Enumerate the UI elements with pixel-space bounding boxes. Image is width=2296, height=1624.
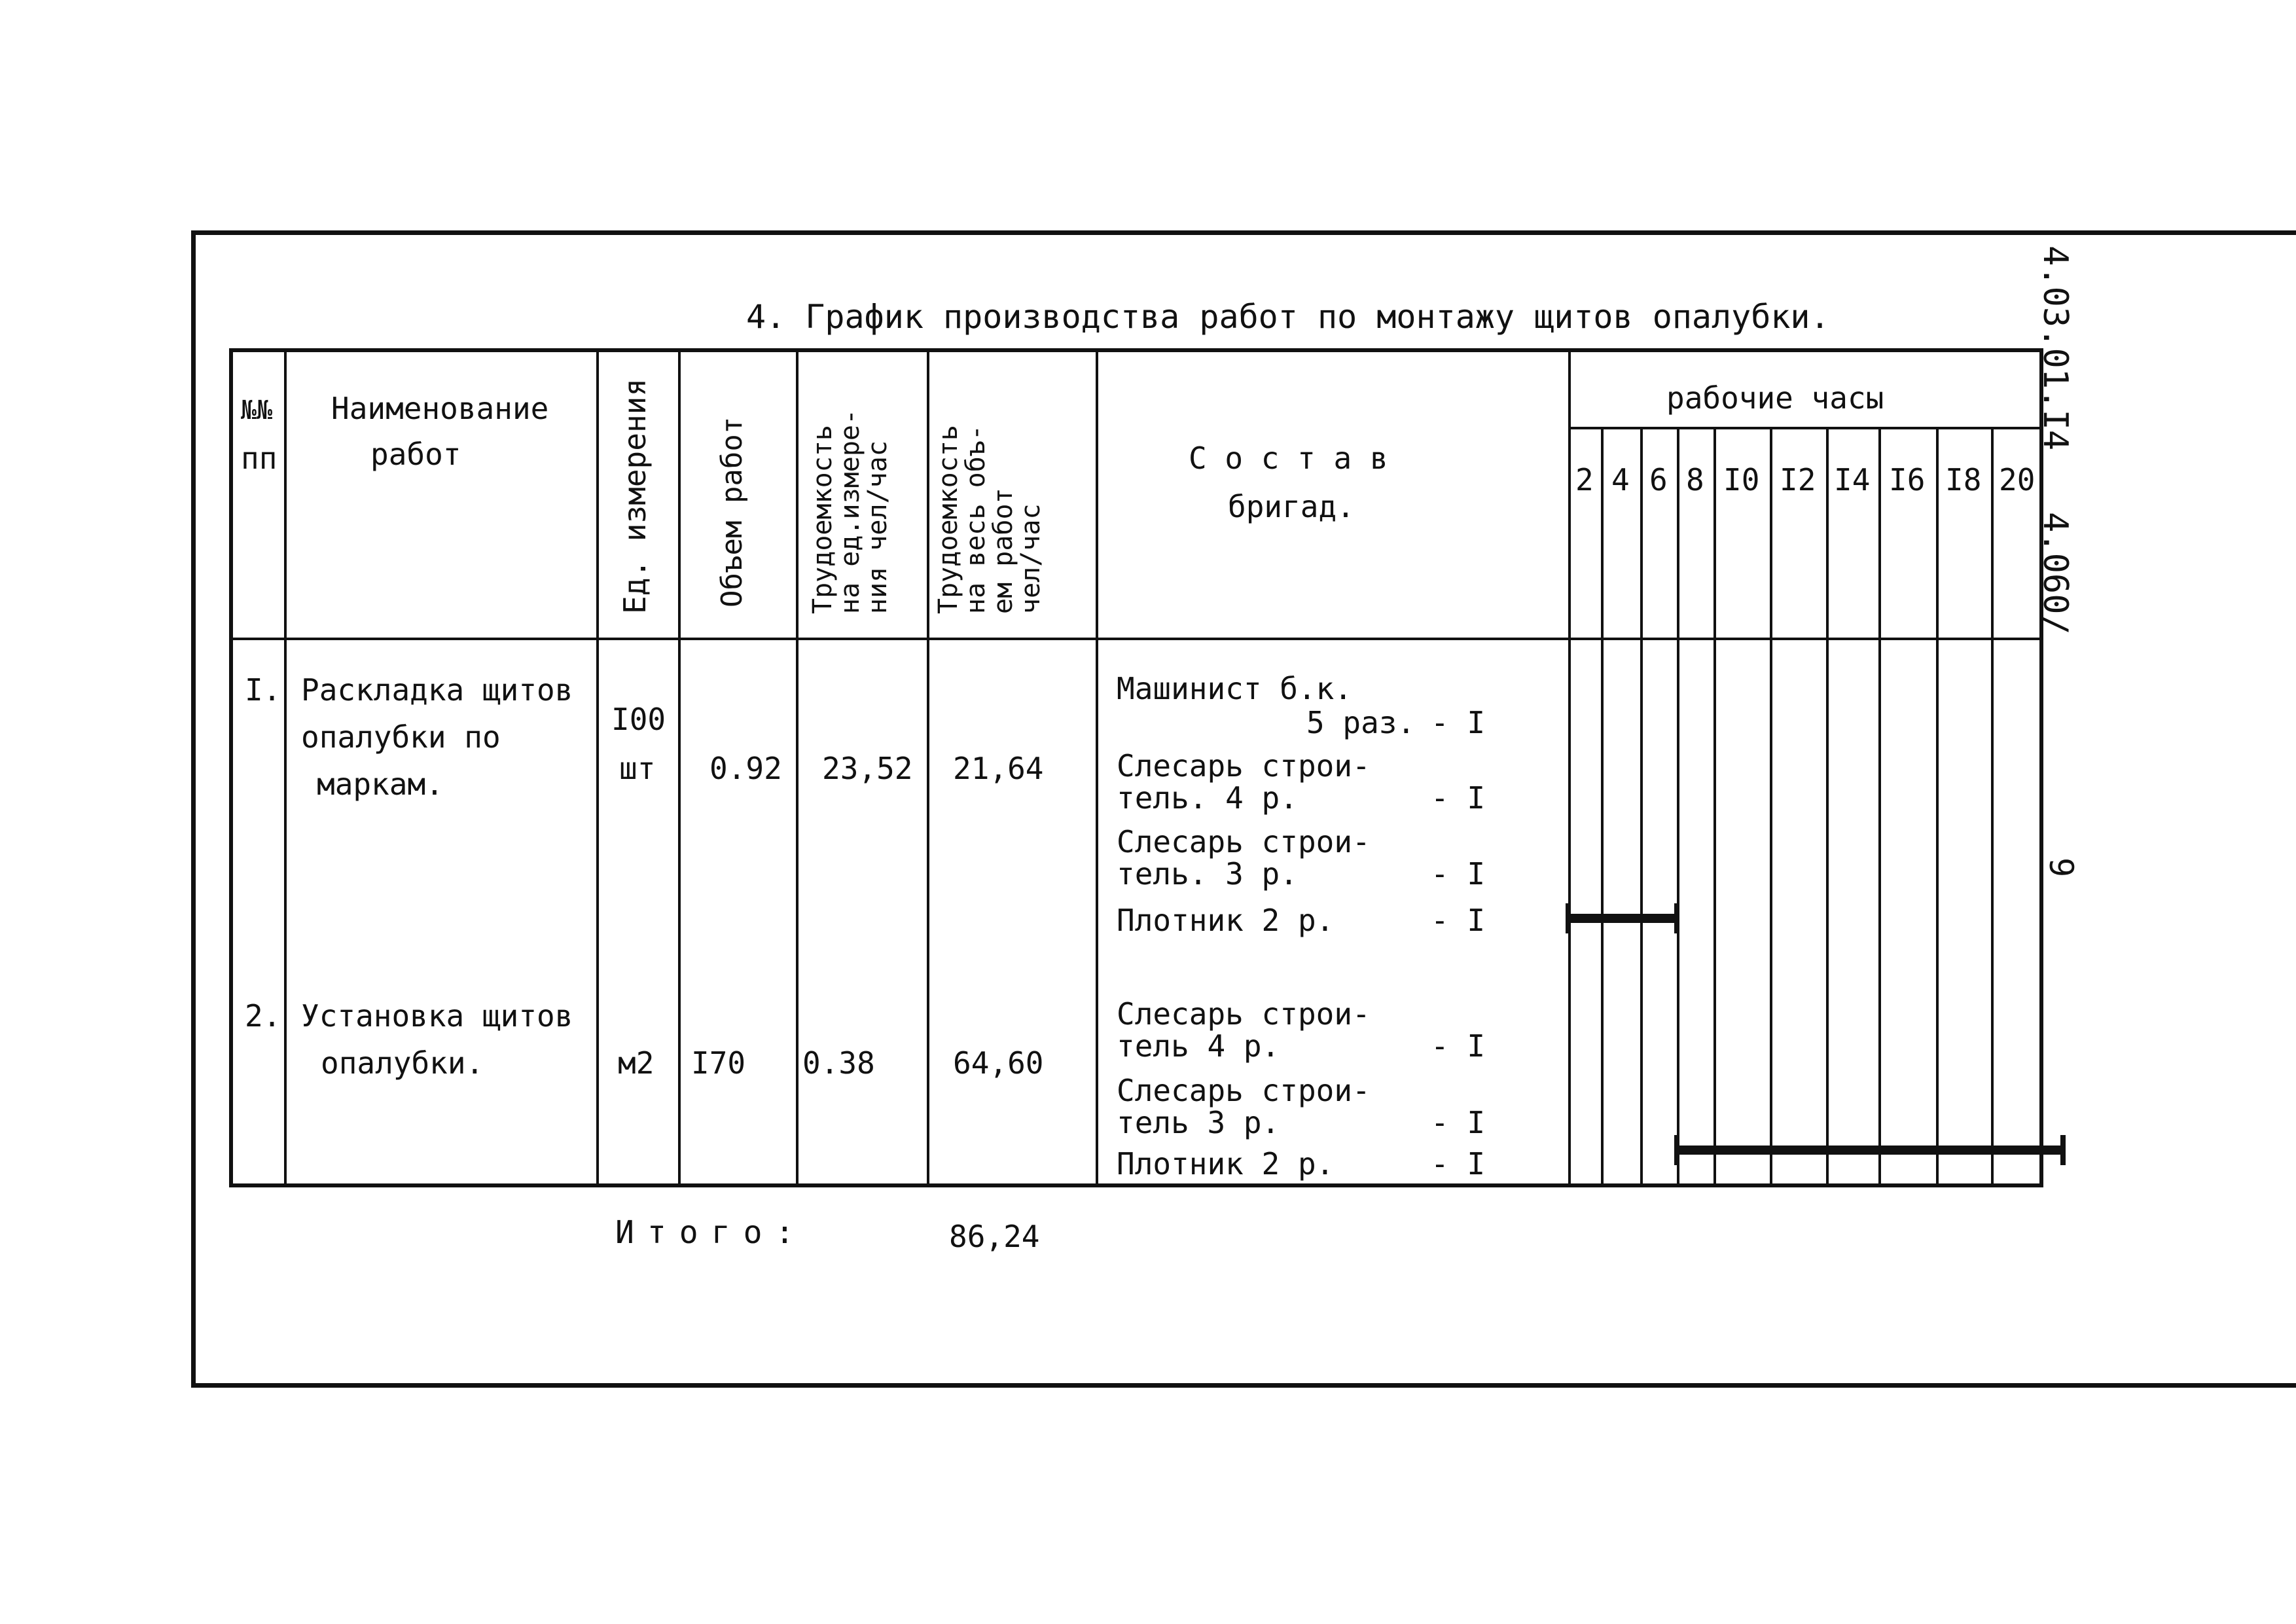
hour-mark: 8	[1686, 462, 1704, 497]
header-labor-unit-3: ния чел/час	[863, 441, 893, 614]
col-line	[1096, 352, 1098, 1183]
header-labor-total-2: на весь объ-	[961, 425, 991, 614]
col-line	[796, 352, 798, 1183]
hour-mark: I6	[1889, 462, 1926, 497]
hour-mark: I8	[1945, 462, 1982, 497]
hour-mark: 4	[1611, 462, 1630, 497]
row2-name-2: опалубки.	[321, 1045, 484, 1081]
header-num: №№	[241, 395, 273, 425]
header-name-2: работ	[370, 437, 461, 472]
header-name-1: Наименование	[331, 391, 549, 426]
header-hours: рабочие часы	[1666, 380, 1884, 416]
row2-labor-unit: 0.38	[802, 1045, 875, 1081]
row2-crew2-l1: Слесарь строи-	[1117, 1073, 1371, 1108]
col-line	[927, 352, 929, 1183]
hour-mark: 2	[1575, 462, 1594, 497]
row1-volume: 0.92	[709, 751, 782, 786]
row1-crew3-count: - I	[1431, 856, 1486, 892]
col-line	[678, 352, 681, 1183]
hour-line	[1640, 429, 1643, 1183]
row1-crew2-l2: тель. 4 р.	[1117, 780, 1298, 816]
header-crew-2: бригад.	[1228, 489, 1355, 524]
row1-crew1-count: - I	[1431, 705, 1486, 740]
row2-crew2-count: - I	[1431, 1105, 1486, 1140]
page-number: 9	[2042, 857, 2080, 878]
row1-unit-1: I00	[611, 702, 666, 737]
row1-crew1-l1: Машинист б.к.	[1117, 671, 1353, 706]
row1-num: I.	[245, 672, 281, 708]
header-crew-1: С о с т а в	[1189, 441, 1388, 476]
hour-mark: I4	[1834, 462, 1871, 497]
col-line	[596, 352, 599, 1183]
hour-mark: I2	[1780, 462, 1816, 497]
row1-crew3-l2: тель. 3 р.	[1117, 856, 1298, 892]
col-line	[284, 352, 287, 1183]
row2-crew1-count: - I	[1431, 1028, 1486, 1064]
hour-line	[1826, 429, 1829, 1183]
schedule-table	[229, 348, 2043, 1187]
row1-name-2: опалубки по	[301, 719, 501, 755]
gantt-bar-end	[1674, 1135, 1679, 1165]
row1-crew2-l1: Слесарь строи-	[1117, 748, 1371, 784]
row1-crew2-count: - I	[1431, 780, 1486, 816]
row1-crew3-l1: Слесарь строи-	[1117, 824, 1371, 859]
header-num-2: пп	[241, 441, 278, 476]
document-title: 4. График производства работ по монтажу щитов опалубки.	[746, 298, 1830, 336]
gantt-bar-end	[1674, 903, 1679, 933]
row2-name-1: Установка щитов	[301, 998, 573, 1034]
col-line	[1568, 352, 1571, 1183]
header-labor-unit-2: на ед.измере-	[835, 408, 865, 614]
row1-crew4-l1: Плотник 2 р.	[1117, 903, 1335, 938]
hour-mark: I0	[1723, 462, 1760, 497]
gantt-bar-end	[1566, 903, 1571, 933]
row2-volume: I70	[691, 1045, 746, 1081]
hour-line	[1601, 429, 1604, 1183]
hour-line	[1991, 429, 1994, 1183]
row2-crew1-l1: Слесарь строи-	[1117, 996, 1371, 1032]
row2-num: 2.	[245, 998, 281, 1034]
total-value: 86,24	[949, 1219, 1040, 1254]
header-bottom-line	[233, 638, 2043, 640]
hour-mark: 20	[1999, 462, 2036, 497]
hour-line	[1713, 429, 1716, 1183]
row1-labor-total: 21,64	[953, 751, 1044, 786]
header-volume: Объем работ	[715, 416, 749, 607]
header-unit: Ед. измерения	[617, 378, 653, 614]
header-labor-total-1: Трудоемкость	[933, 425, 963, 614]
row2-crew3-l1: Плотник 2 р.	[1117, 1146, 1335, 1182]
hour-line	[1770, 429, 1772, 1183]
header-labor-unit	[809, 409, 891, 614]
row2-crew3-count: - I	[1431, 1146, 1486, 1182]
hour-line	[1677, 429, 1679, 1183]
row2-crew1-l2: тель 4 р.	[1117, 1028, 1280, 1064]
row1-unit-2: шт	[619, 751, 656, 786]
header-labor-total	[935, 425, 1045, 614]
hour-line	[1936, 429, 1939, 1183]
row1-name-1: Раскладка щитов	[301, 672, 573, 708]
row1-labor-unit: 23,52	[822, 751, 913, 786]
gantt-bar-end	[2060, 1135, 2066, 1165]
row2-labor-total: 64,60	[953, 1045, 1044, 1081]
row2-unit: м2	[618, 1045, 655, 1081]
hour-line	[1878, 429, 1881, 1183]
gantt-bar	[1568, 914, 1677, 923]
hours-header-line	[1568, 427, 2043, 429]
gantt-bar	[1677, 1146, 2063, 1155]
header-labor-unit-1: Трудоемкость	[808, 425, 838, 614]
header-labor-total-3: ем работ	[988, 488, 1018, 614]
row2-crew2-l2: тель 3 р.	[1117, 1105, 1280, 1140]
header-labor-total-4: чел/час	[1016, 503, 1046, 614]
side-code: 4.03.01.I4 4.060/	[2036, 245, 2075, 635]
row1-crew1-l2: 5 раз.	[1306, 705, 1416, 740]
hour-mark: 6	[1649, 462, 1668, 497]
row1-name-3: маркам.	[317, 767, 444, 802]
row1-crew4-count: - I	[1431, 903, 1486, 938]
total-label: Итого:	[615, 1214, 808, 1251]
